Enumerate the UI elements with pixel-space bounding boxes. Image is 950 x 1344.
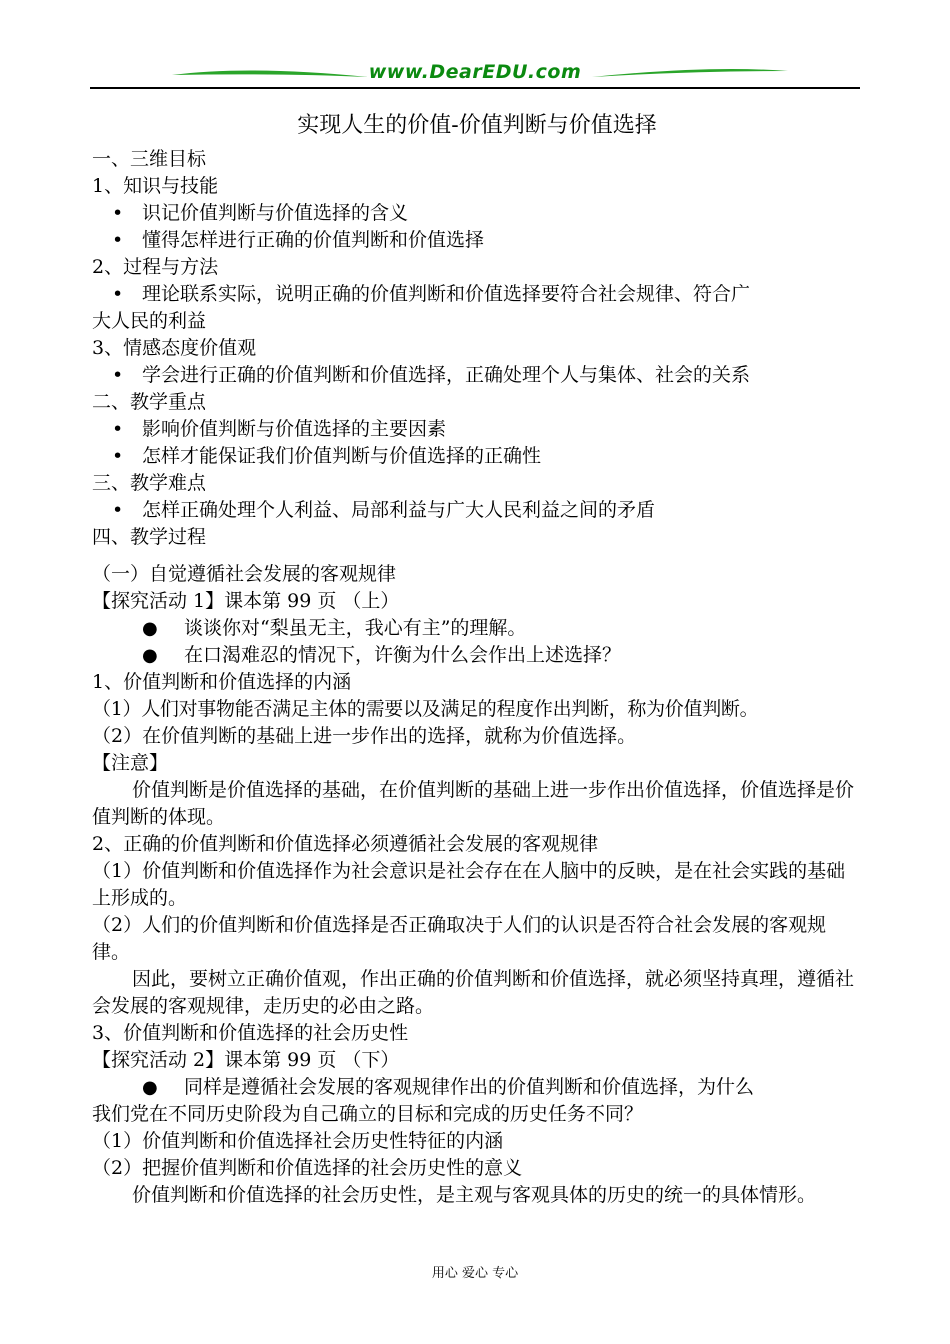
subsection-heading: 3、情感态度价值观 — [92, 337, 257, 359]
paragraph: （1）人们对事物能否满足主体的需要以及满足的程度作出判断，称为价值判断。 — [92, 698, 759, 720]
question-item: ● 同样是遵循社会发展的客观规律作出的价值判断和价值选择，为什么 — [92, 1074, 862, 1101]
bullet-icon: ● — [142, 618, 158, 639]
paragraph: （1）价值判断和价值选择作为社会意识是社会存在在人脑中的反映，是在社会实践的基础上形成的。 — [92, 860, 846, 909]
paragraph: （2）把握价值判断和价值选择的社会历史性的意义 — [92, 1157, 523, 1179]
paragraph: （1）价值判断和价值选择社会历史性特征的内涵 — [92, 1130, 504, 1152]
bullet-item: • 学会进行正确的价值判断和价值选择，正确处理个人与集体、社会的关系 — [92, 362, 862, 389]
paragraph: 2、正确的价值判断和价值选择必须遵循社会发展的客观规律 — [92, 833, 599, 855]
page-footer: 用心 爱心 专心 — [431, 1266, 519, 1281]
section-heading: 二、教学重点 — [92, 391, 207, 413]
bullet-icon: ● — [142, 1077, 158, 1098]
bullet-item: • 影响价值判断与价值选择的主要因素 — [92, 416, 862, 443]
bullet-icon: • — [112, 364, 124, 386]
bullet-icon: • — [112, 445, 124, 467]
paragraph: （2）人们的价值判断和价值选择是否正确取决于人们的认识是否符合社会发展的客观规律。 — [92, 914, 827, 963]
bullet-item: • 理论联系实际，说明正确的价值判断和价值选择要符合社会规律、符合广 — [92, 281, 862, 308]
bullet-item: • 怎样才能保证我们价值判断与价值选择的正确性 — [92, 443, 862, 470]
bullet-item-continued: 大人民的利益 — [92, 310, 207, 332]
bullet-item: • 怎样正确处理个人利益、局部利益与广大人民利益之间的矛盾 — [92, 497, 862, 524]
bullet-icon: • — [112, 229, 124, 251]
bullet-item: • 识记价值判断与价值选择的含义 — [92, 200, 862, 227]
page-title: 实现人生的价值-价值判断与价值选择 — [297, 113, 657, 138]
paragraph: 价值判断和价值选择的社会历史性，是主观与客观具体的历史的统一的具体情形。 — [132, 1184, 817, 1206]
question-item-continued: 我们党在不同历史阶段为自己确立的目标和完成的历史任务不同？ — [92, 1103, 644, 1125]
question-item: ● 在口渴难忍的情况下，许衡为什么会作出上述选择？ — [92, 642, 862, 669]
right-swoosh-icon — [590, 63, 790, 85]
paragraph: 1、价值判断和价值选择的内涵 — [92, 671, 352, 693]
paragraph: （一）自觉遵循社会发展的客观规律 — [92, 563, 397, 585]
paragraph: 【注意】 — [92, 752, 169, 774]
bullet-icon: • — [112, 283, 124, 305]
bullet-item: • 懂得怎样进行正确的价值判断和价值选择 — [92, 227, 862, 254]
header-rule — [90, 87, 860, 89]
subsection-heading: 2、过程与方法 — [92, 256, 219, 278]
subsection-heading: 1、知识与技能 — [92, 175, 219, 197]
paragraph: 价值判断是价值选择的基础，在价值判断的基础上进一步作出价值选择，价值选择是价值判断的体现。 — [92, 779, 855, 828]
section-heading: 三、教学难点 — [92, 472, 207, 494]
paragraph: （2）在价值判断的基础上进一步作出的选择，就称为价值选择。 — [92, 725, 637, 747]
header-banner — [90, 60, 860, 90]
site-logo[interactable]: www.DearEDU.com — [368, 61, 582, 83]
paragraph: 因此，要树立正确价值观，作出正确的价值判断和价值选择，就必须坚持真理，遵循社会发展的客观规律，走历史的必由之路。 — [92, 968, 855, 1017]
paragraph: 【探究活动 2】课本第 99 页 （下） — [92, 1049, 400, 1071]
document-body — [92, 108, 862, 1209]
bullet-icon: • — [112, 418, 124, 440]
paragraph: 【探究活动 1】课本第 99 页 （上） — [92, 590, 400, 612]
bullet-icon: • — [112, 499, 124, 521]
section-heading: 四、教学过程 — [92, 526, 207, 548]
paragraph: 3、价值判断和价值选择的社会历史性 — [92, 1022, 409, 1044]
bullet-icon: ● — [142, 645, 158, 666]
question-item: ● 谈谈你对“梨虽无主，我心有主”的理解。 — [92, 615, 862, 642]
bullet-icon: • — [112, 202, 124, 224]
section-heading: 一、三维目标 — [92, 148, 207, 170]
